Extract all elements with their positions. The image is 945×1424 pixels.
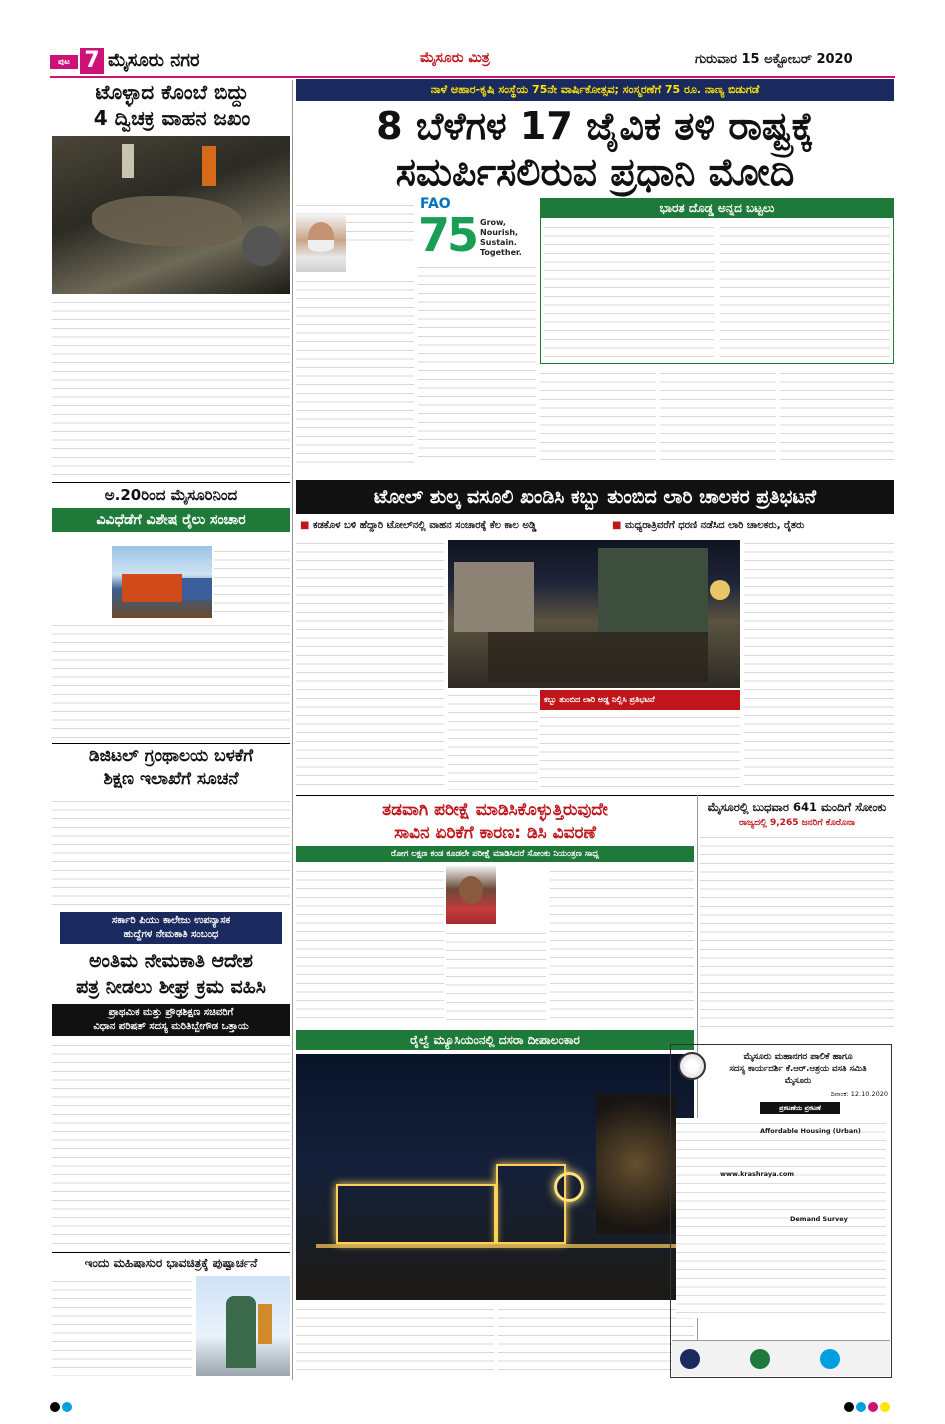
- registration-dot-cyan-left: [62, 1402, 72, 1412]
- india-box-title: ಭಾರತ ದೊಡ್ಡ ಅನ್ನದ ಬಟ್ಟಲು: [659, 201, 775, 215]
- museum-body-col-2: [498, 1304, 694, 1378]
- museum-lighting-photo: [296, 1054, 694, 1300]
- covid-subhead: ರೋಗ ಲಕ್ಷಣ ಕಂಡ ಕೂಡಲೇ ಪರೀಕ್ಷೆ ಮಾಡಿಸಿದರೆ ಸೋಂಕು ನಿಯಂತ್ರಣ ಸಾಧ್ಯ: [391, 849, 599, 859]
- tree-headline-1: ಟೊಳ್ಳಾದ ಕೊಂಬೆ ಬಿದ್ದು: [95, 80, 249, 104]
- page-label: ಪುಟ: [50, 55, 78, 69]
- toll-body-col-2: [448, 690, 538, 790]
- lead-headline-2: ಸಮರ್ಪಿಸಲಿರುವ ಪ್ರಧಾನಿ ಮೋದಿ: [395, 150, 795, 194]
- advert-footer-strip: [672, 1340, 890, 1376]
- college-subhead-2: ವಿಧಾನ ಪರಿಷತ್ ಸದಸ್ಯ ಮರಿತಿಬ್ಬೇಗೌಡ ಒತ್ತಾಯ: [93, 1021, 249, 1032]
- page-number: 7: [80, 48, 104, 74]
- lead-body-col-3: [418, 262, 536, 464]
- india-box-col-2: [720, 222, 890, 360]
- museum-body-col-1: [296, 1304, 494, 1378]
- mahisha-body: [52, 1276, 192, 1376]
- covid-body-col-2: [446, 928, 546, 1026]
- toll-caption: ಕಬ್ಬು ತುಂಬಿದ ಲಾರಿ ಅಡ್ಡ ನಿಲ್ಲಿಸಿ ಪ್ರತಿಭಟನೆ: [544, 695, 655, 704]
- tree-body: [52, 297, 290, 477]
- college-body: [52, 1040, 290, 1250]
- advert-notice-title: ಪ್ರಕಟಣೆಯ ಪ್ರಕಟಣೆ: [779, 1104, 821, 1112]
- library-headline-1: ಡಿಜಿಟಲ್ ಗ್ರಂಥಾಲಯ ಬಳಕೆಗೆ: [88, 746, 254, 766]
- advert-date: ದಿನಾಂಕ: 12.10.2020: [830, 1090, 888, 1098]
- lead-body-col-6: [780, 368, 894, 464]
- advert-title-2: ಸದಸ್ಯ ಕಾರ್ಯದರ್ಶಿ ಕೆ.ಆರ್.ಆಶ್ರಯ ವಸತಿ ಸಮಿತಿ: [729, 1064, 867, 1074]
- advert-survey: Demand Survey: [790, 1215, 848, 1223]
- fao-number: 75: [418, 208, 477, 262]
- museum-headline: ರೈಲ್ವೆ ಮ್ಯೂಸಿಯಂನಲ್ಲಿ ದಸರಾ ದೀಪಾಲಂಕಾರ: [410, 1033, 580, 1047]
- library-body: [52, 796, 290, 906]
- fao-label: FAO: [420, 196, 451, 212]
- distance-icon: [750, 1349, 770, 1369]
- college-kicker-1: ಸರ್ಕಾರಿ ಪಿಯು ಕಾಲೇಜು ಉಪನ್ಯಾಸಕ: [111, 915, 231, 926]
- advert-seal-icon: [678, 1052, 706, 1080]
- advert-title-1: ಮೈಸೂರು ಮಹಾನಗರ ಪಾಲಿಕೆ ಹಾಗೂ: [743, 1052, 853, 1062]
- masthead: ಮೈಸೂರು ಮಿತ್ರ: [420, 50, 490, 66]
- toll-bullet-1-text: ಕಡಕೊಳ ಬಳಿ ಹೆದ್ದಾರಿ ಟೋಲ್‌ನಲ್ಲಿ ವಾಹನ ಸಂಚಾರಕ್ಕೆ ಕೆಲ ಕಾಲ ಅಡ್ಡಿ: [312, 520, 537, 531]
- advert-website: www.krashraya.com: [720, 1170, 795, 1178]
- rail-body-2: [52, 620, 290, 740]
- advert-housing: Affordable Housing (Urban): [760, 1127, 861, 1135]
- cases-subhead: ರಾಜ್ಯದಲ್ಲಿ 9,265 ಜನರಿಗೆ ಕೊರೊನಾ: [739, 818, 855, 828]
- cases-body: [700, 832, 894, 1028]
- lead-body-col-5: [660, 368, 776, 464]
- tree-photo: [52, 136, 290, 294]
- toll-body-col-1: [296, 538, 444, 790]
- lead-strap: ನಾಳೆ ಆಹಾರ-ಕೃಷಿ ಸಂಸ್ಥೆಯ 75ನೇ ವಾರ್ಷಿಕೋತ್ಸವ; ಸಂಸ್ಮರಣೆಗೆ 75 ರೂ. ನಾಣ್ಯ ಬಿಡುಗಡೆ: [430, 83, 760, 96]
- cases-headline: ಮೈಸೂರಲ್ಲಿ ಬುಧವಾರ 641 ಮಂದಿಗೆ ಸೋಂಕು: [707, 800, 887, 814]
- registration-dot-yellow: [880, 1402, 890, 1412]
- advert-title-3: ಮೈಸೂರು: [784, 1076, 812, 1086]
- mahisha-statue-photo: [196, 1276, 290, 1376]
- india-box-col-1: [544, 222, 714, 360]
- registration-dot-black: [844, 1402, 854, 1412]
- toll-bullet-1: ■ ಕಡಕೊಳ ಬಳಿ ಹೆದ್ದಾರಿ ಟೋಲ್‌ನಲ್ಲಿ ವಾಹನ ಸಂಚಾರಕ್ಕೆ ಕೆಲ ಕಾಲ ಅಡ್ಡಿ: [300, 520, 537, 531]
- rail-body: [214, 546, 290, 618]
- dc-portrait: [446, 866, 496, 924]
- covid-headline-1: ತಡವಾಗಿ ಪರೀಕ್ಷೆ ಮಾಡಿಸಿಕೊಳ್ಳುತ್ತಿರುವುದೇ: [382, 800, 608, 820]
- mask-icon: [680, 1349, 700, 1369]
- fao-tagline: Grow, Nourish, Sustain. Together.: [480, 218, 522, 257]
- section-title: ಮೈಸೂರು ನಗರ: [108, 50, 200, 71]
- registration-dot-cyan: [856, 1402, 866, 1412]
- library-headline-2: ಶಿಕ್ಷಣ ಇಲಾಖೆಗೆ ಸೂಚನೆ: [103, 769, 239, 789]
- college-headline-1: ಅಂತಿಮ ನೇಮಕಾತಿ ಆದೇಶ: [89, 950, 253, 972]
- tree-headline-2: 4 ದ್ವಿಚಕ್ರ ವಾಹನ ಜಖಂ: [93, 106, 251, 130]
- toll-headline: ಟೋಲ್ ಶುಲ್ಕ ವಸೂಲಿ ಖಂಡಿಸಿ ಕಬ್ಬು ತುಂಬಿದ ಲಾರಿ ಚಾಲಕರ ಪ್ರತಿಭಟನೆ: [373, 486, 817, 508]
- covid-headline-2: ಸಾವಿನ ಏರಿಕೆಗೆ ಕಾರಣ: ಡಿಸಿ ವಿವರಣೆ: [394, 823, 596, 843]
- toll-body-col-3: [540, 712, 740, 790]
- registration-dot-magenta: [868, 1402, 878, 1412]
- college-subhead-1: ಪ್ರಾಥಮಿಕ ಮತ್ತು ಪ್ರೌಢಶಿಕ್ಷಣ ಸಚಿವರಿಗೆ: [108, 1007, 234, 1018]
- toll-body-col-4: [744, 538, 894, 790]
- handwash-icon: [820, 1349, 840, 1369]
- lead-body-col-2: [296, 276, 414, 464]
- rail-kicker: ಅ.20ರಿಂದ ಮೈಸೂರಿನಿಂದ: [104, 486, 238, 504]
- date-line: ಗುರುವಾರ 15 ಅಕ್ಟೋಬರ್ 2020: [695, 52, 853, 67]
- toll-protest-photo: [448, 540, 740, 688]
- toll-bullet-2-text: ಮಧ್ಯರಾತ್ರಿವರೆಗೆ ಧರಣಿ ನಡೆಸಿದ ಲಾರಿ ಚಾಲಕರು, ರೈತರು: [624, 520, 805, 531]
- covid-body-col-1: [296, 866, 444, 1026]
- covid-body-col-3: [550, 866, 694, 1026]
- registration-dot-black-left: [50, 1402, 60, 1412]
- lead-headline-1: 8 ಬೆಳೆಗಳ 17 ಜೈವಿಕ ತಳಿ ರಾಷ್ಟ್ರಕ್ಕೆ: [376, 104, 814, 148]
- rail-headline: ವಿವಿಧೆಡೆಗೆ ವಿಶೇಷ ರೈಲು ಸಂಚಾರ: [96, 512, 246, 528]
- advert-body: [676, 1118, 886, 1318]
- mahisha-headline: ಇಂದು ಮಹಿಷಾಸುರ ಭಾವಚಿತ್ರಕ್ಕೆ ಪುಷ್ಪಾರ್ಚನೆ: [84, 1256, 258, 1270]
- toll-bullet-2: ■ ಮಧ್ಯರಾತ್ರಿವರೆಗೆ ಧರಣಿ ನಡೆಸಿದ ಲಾರಿ ಚಾಲಕರು, ರೈತರು: [612, 520, 805, 531]
- college-headline-2: ಪತ್ರ ನೀಡಲು ಶೀಘ್ರ ಕ್ರಮ ವಹಿಸಿ: [76, 976, 266, 998]
- modi-portrait: [296, 214, 346, 272]
- train-photo: [112, 546, 212, 618]
- lead-body-col-4: [540, 368, 656, 464]
- college-kicker-2: ಹುದ್ದೆಗಳ ನೇಮಕಾತಿ ಸಂಬಂಧ: [123, 929, 219, 940]
